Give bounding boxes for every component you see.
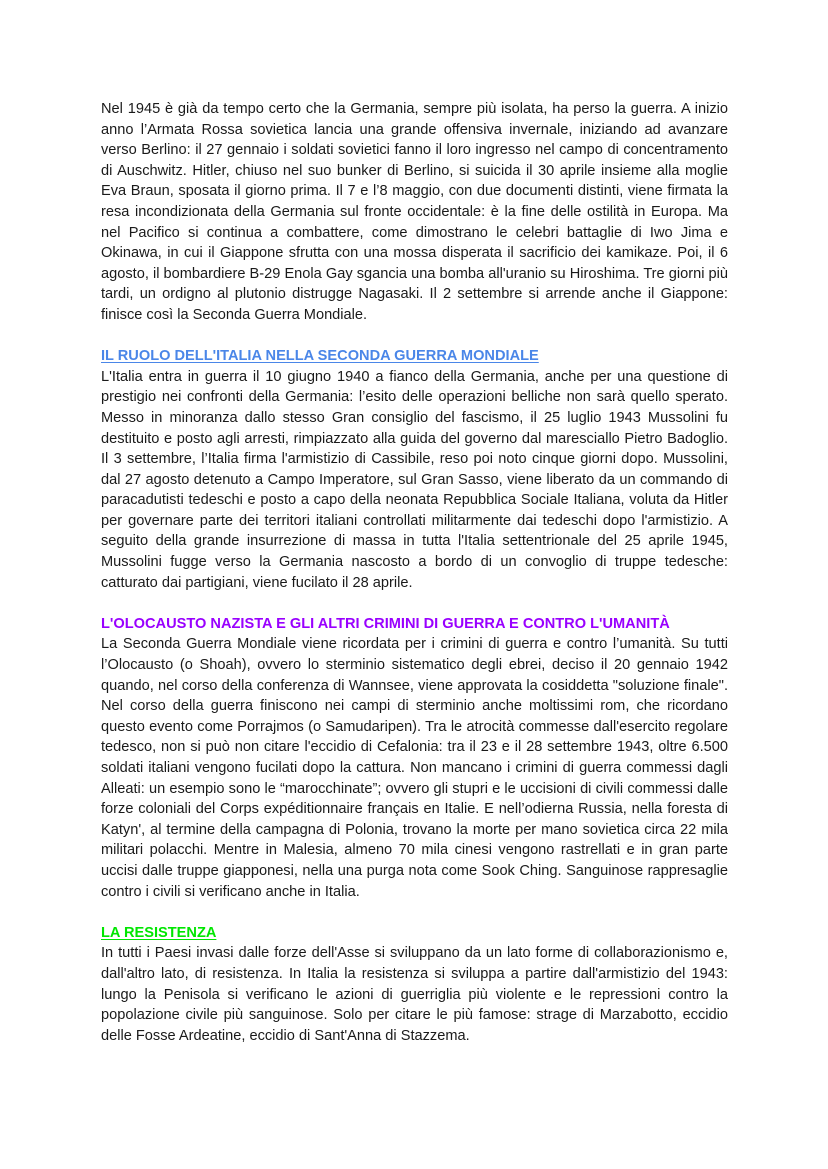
intro-paragraph: Nel 1945 è già da tempo certo che la Germania, sempre più isolata, ha perso la guerra. A inizio anno l’Armata Rossa sovietica lancia una grande offensiva invernale, iniziando ad avanzare verso Berlino: il 27 gennaio i soldati sovietici fanno il loro ingresso nel campo di concentramento di Auschwitz. Hitler, chiuso nel suo bunker di Berlino, si suicida il 30 aprile insieme alla moglie Eva Braun, sposata il giorno prima. Il 7 e l’8 maggio, con due documenti distinti, viene firmata la resa incondizionata della Germania sul fronte occidentale: è la fine delle ostilità in Europa. Ma nel Pacifico si continua a combattere, come dimostrano le celebri battaglie di Iwo Jima e Okinawa, in cui il Giappone sfrutta con una mossa disperata il sacrificio dei kamikaze. Poi, il 6 agosto, il bombardiere B-29 Enola Gay sgancia una bomba all'uranio su Hiroshima. Tre giorni più tardi, un ordigno al plutonio distrugge Nagasaki. Il 2 settembre si arrende anche il Giappone: finisce così la Seconda Guerra Mondiale. bbox=[101, 101, 728, 323]
section-italy-role bbox=[101, 346, 728, 593]
section-holocaust bbox=[101, 614, 728, 902]
section-heading-italy-role: IL RUOLO DELL'ITALIA NELLA SECONDA GUERRA MONDIALE bbox=[101, 348, 539, 365]
section-body-holocaust: La Seconda Guerra Mondiale viene ricordata per i crimini di guerra e contro l’umanità. Su tutti l’Olocausto (o Shoah), ovvero lo sterminio sistematico degli ebrei, deciso il 20 gennaio 1942 quando, nel corso della conferenza di Wannsee, viene approvata la cosiddetta "soluzione finale". Nel corso della guerra finiscono nei campi di sterminio anche moltissimi rom, che ricordano questo evento come Porrajmos (o Samudaripen). Tra le atrocità commesse dall'esercito regolare tedesco, non si può non citare l'eccidio di Cefalonia: tra il 23 e il 28 settembre 1943, oltre 6.500 soldati italiani vengono fucilati dopo la cattura. Non mancano i crimini di guerra commessi dagli Alleati: un esempio sono le “marocchinate”; ovvero gli stupri e le uccisioni di civili commessi dalle forze coloniali del Corps expéditionnaire français en Italie. E nell’odierna Russia, nella foresta di Katyn', al termine della campagna di Polonia, trovano la morte per mano sovietica circa 22 mila militari polacchi. Mentre in Malesia, almeno 70 mila cinesi vengono rastrellati e in gran parte uccisi dalle truppe giapponesi, nella una purga nota come Sook Ching. Sanguinose rappresaglie contro i civili si verificano anche in Italia. bbox=[101, 636, 728, 900]
section-body-italy-role: L'Italia entra in guerra il 10 giugno 1940 a fianco della Germania, anche per una questione di prestigio nei confronti della Germania: l’esito delle operazioni belliche non sarà quello sperato. Messo in minoranza dallo stesso Gran consiglio del fascismo, il 25 luglio 1943 Mussolini fu destituito e posto agli arresti, rimpiazzato alla guida del governo dal maresciallo Pietro Badoglio. Il 3 settembre, l’Italia firma l'armistizio di Cassibile, reso poi noto cinque giorni dopo. Mussolini, dal 27 agosto detenuto a Campo Imperatore, sul Gran Sasso, viene liberato da un commando di paracadutisti tedeschi e posto a capo della neonata Repubblica Sociale Italiana, voluta da Hitler per governare parte dei territori italiani controllati militarmente dai tedeschi dopo l'armistizio. A seguito della grande insurrezione di massa in tutta l'Italia settentrionale del 25 aprile 1945, Mussolini fugge verso la Germania nascosto a bordo di un convoglio di truppe tedesche: catturato dai partigiani, viene fucilato il 28 aprile. bbox=[101, 368, 728, 591]
section-heading-resistance: LA RESISTENZA bbox=[101, 924, 217, 941]
section-resistance bbox=[101, 923, 728, 1047]
section-body-resistance: In tutti i Paesi invasi dalle forze dell'Asse si sviluppano da un lato forme di collaborazionismo e, dall'altro lato, di resistenza. In Italia la resistenza si sviluppa a partire dall'armistizio del 1943: lungo la Penisola si verificano le azioni di guerriglia più violente e le repressioni contro la popolazione civile più sanguinose. Solo per citare le più famose: strage di Marzabotto, eccidio delle Fosse Ardeatine, eccidio di Sant'Anna di Stazzema. bbox=[101, 945, 728, 1044]
section-heading-holocaust: L'OLOCAUSTO NAZISTA E GLI ALTRI CRIMINI DI GUERRA E CONTRO L'UMANITÀ bbox=[101, 615, 670, 632]
document-page bbox=[101, 99, 728, 1046]
